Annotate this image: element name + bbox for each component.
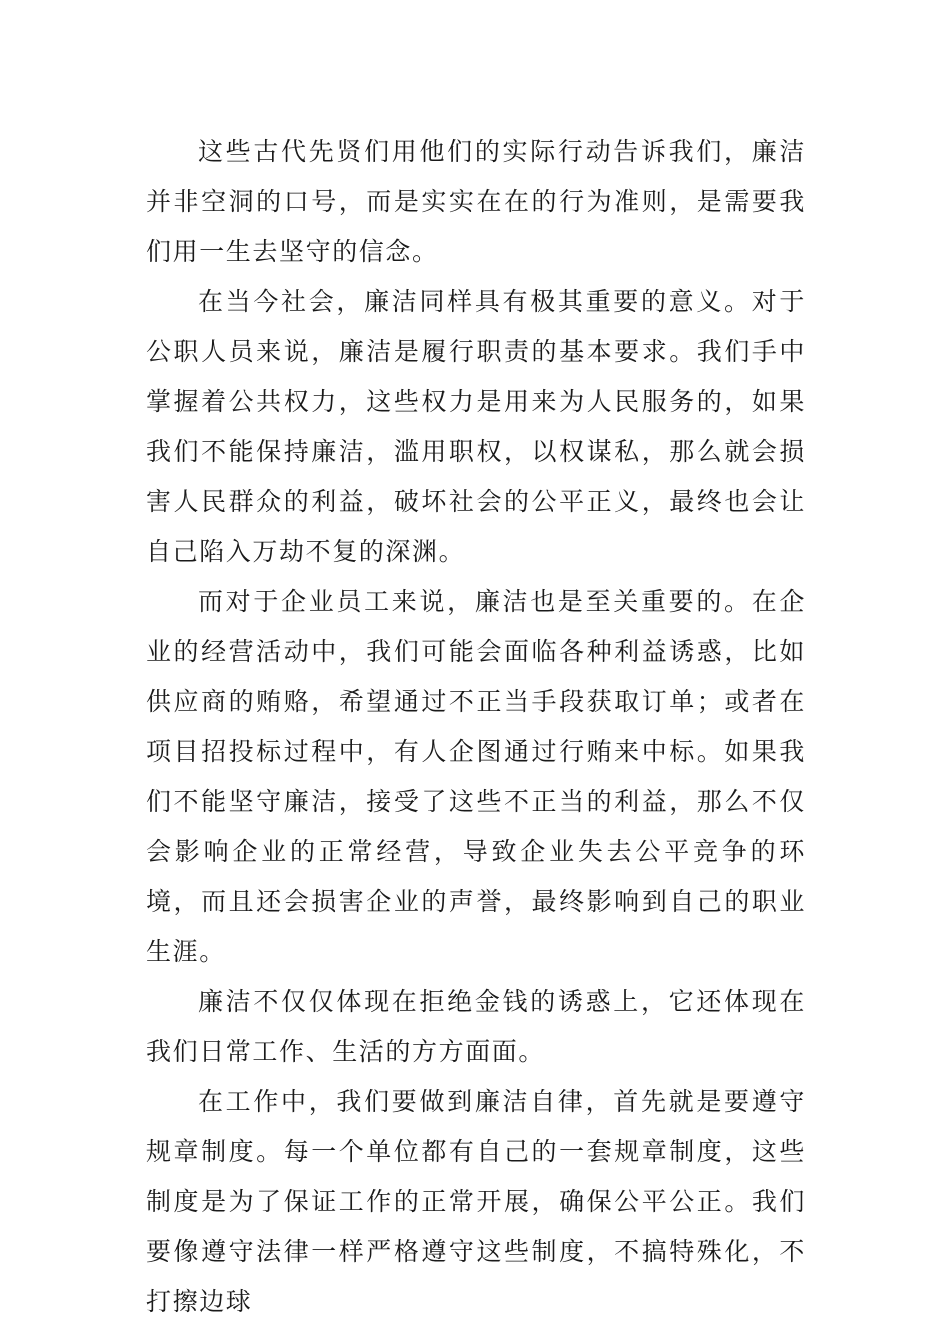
document-body [146,127,806,1327]
paragraph: 而对于企业员工来说，廉洁也是至关重要的。在企业的经营活动中，我们可能会面临各种利益诱惑，比如供应商的贿赂，希望通过不正当手段获取订单；或者在项目招投标过程中，有人企图通过行贿来中标。如果我们不能坚守廉洁，接受了这些不正当的利益，那么不仅会影响企业的正常经营，导致企业失去公平竞争的环境，而且还会损害企业的声誉，最终影响到自己的职业生涯。 [146,587,806,966]
paragraph: 廉洁不仅仅体现在拒绝金钱的诱惑上，它还体现在我们日常工作、生活的方方面面。 [146,987,806,1066]
paragraph: 这些古代先贤们用他们的实际行动告诉我们，廉洁并非空洞的口号，而是实实在在的行为准则，是需要我们用一生去坚守的信念。 [146,137,806,266]
paragraph: 在工作中，我们要做到廉洁自律，首先就是要遵守规章制度。每一个单位都有自己的一套规章制度，这些制度是为了保证工作的正常开展，确保公平公正。我们要像遵守法律一样严格遵守这些制度，不搞特殊化，不打擦边球 [146,1087,806,1316]
paragraph: 在当今社会，廉洁同样具有极其重要的意义。对于公职人员来说，廉洁是履行职责的基本要求。我们手中掌握着公共权力，这些权力是用来为人民服务的，如果我们不能保持廉洁，滥用职权，以权谋私，那么就会损害人民群众的利益，破坏社会的公平正义，最终也会让自己陷入万劫不复的深渊。 [146,287,806,566]
